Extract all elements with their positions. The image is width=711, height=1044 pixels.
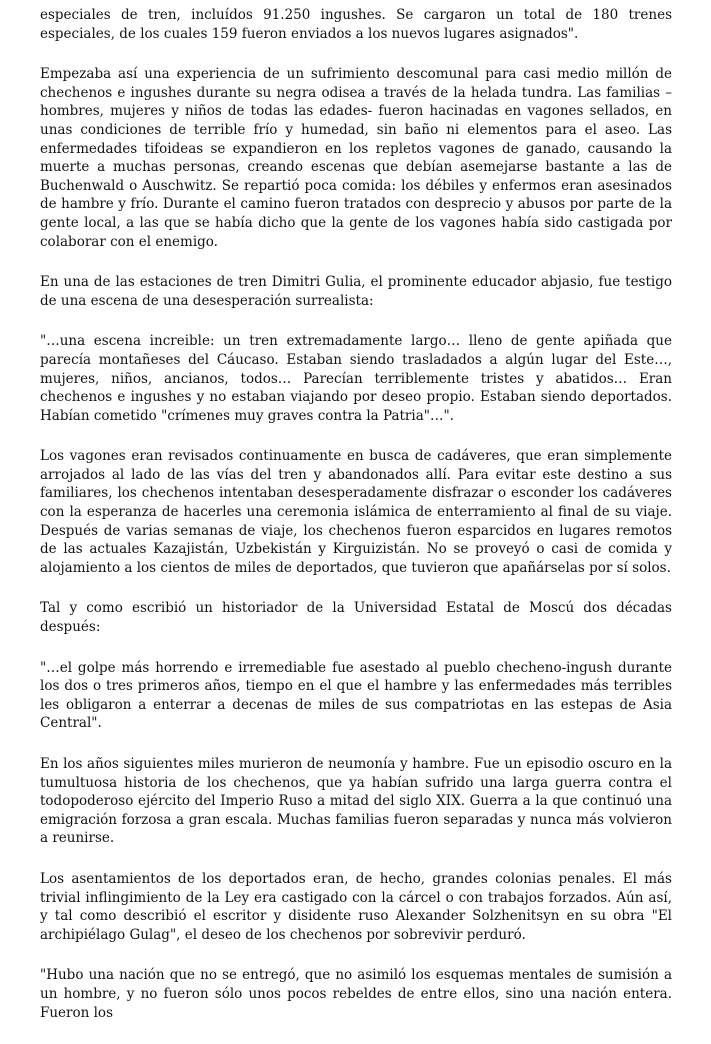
quote-gulia: "…una escena increible: un tren extremadamente largo… lleno de gente apiñada que parecía montañeses del Cáucaso. Estaban siendo trasladados a algún lugar del Este…, mujeres, niños, ancianos, todos… Parecían terriblemente tristes y abatidos… Eran chechenos e ingushes y no estaban viajando por deseo propio. Estaban siendo deportados. Habían cometido "crímenes muy graves contra la Patria"…".	[40, 333, 672, 424]
quote-solzhenitsyn: "Hubo una nación que no se entregó, que no asimiló los esquemas mentales de sumisión a un hombre, y no fueron sólo unos pocos rebeldes de entre ellos, sino una nación entera. Fueron los	[40, 967, 672, 1021]
paragraph-gulia-intro: En una de las estaciones de tren Dimitri Gulia, el prominente educador abjasio, fue testigo de una escena de una desesperación surrealista:	[40, 274, 672, 309]
paragraph-following-years: En los años siguientes miles murieron de neumonía y hambre. Fue un episodio oscuro en la tumultuosa historia de los chechenos, que ya habían sufrido una larga guerra contra el todopoderoso ejército del Imperio Ruso a mitad del siglo XIX. Guerra a la que continuó una emigración forzosa a gran escala. Muchas familias fueron separadas y nunca más volvieron a reunirse.	[40, 756, 672, 847]
paragraph-historian-intro: Tal y como escribió un historiador de la Universidad Estatal de Moscú dos décadas después:	[40, 600, 672, 636]
paragraph-wagons: Los vagones eran revisados continuamente en busca de cadáveres, que eran simplemente arrojados al lado de las vías del tren y abandonados allí. Para evitar este destino a sus familiares, los chechenos intentaban desesperadamente disfrazar o esconder los cadáveres con la esperanza de hacerles una ceremonia islámica de enterramiento al final de su viaje. Después de varias semanas de viaje, los chechenos fueron esparcidos en lugares remotos de las actuales Kazajistán, Uzbekistán y Kirguizistán. No se proveyó o casi de comida y alojamiento a los cientos de miles de deportados, que tuvieron que apañárselas por sí solos.	[40, 448, 672, 576]
paragraph-penal-colonies: Los asentamientos de los deportados eran, de hecho, grandes colonias penales. El más trivial inflingimiento de la Ley era castigado con la cárcel o con trabajos forzados. Aún así, y tal como describió el escritor y disidente ruso Alexander Solzhenitsyn en su obra "El archipiélago Gulag", el deseo de los chechenos por sobrevivir perduró.	[40, 870, 672, 943]
paragraph-train-count: especiales de tren, incluídos 91.250 ingushes. Se cargaron un total de 180 trenes especiales, de los cuales 159 fueron enviados a los nuevos lugares asignados".	[40, 7, 672, 42]
quote-historian: "…el golpe más horrendo e irremediable fue asestado al pueblo checheno-ingush durante los dos o tres primeros años, tiempo en el que el hambre y las enfermedades más terribles les obligaron a enterrar a decenas de miles de sus compatriotas en las estepas de Asia Central".	[40, 659, 672, 732]
document-page	[40, 6, 672, 1044]
paragraph-suffering: Empezaba así una experiencia de un sufrimiento descomunal para casi medio millón de chechenos e ingushes durante su negra odisea a través de la helada tundra. Las familias – hombres, mujeres y niños de todas las edades- fueron hacinadas en vagones sellados, en unas condiciones de terrible frío y humedad, sin baño ni elementos para el aseo. Las enfermedades tifoideas se expandieron en los repletos vagones de ganado, causando la muerte a muchas personas, creando escenas que debían asemejarse bastante a las de Buchenwald o Auschwitz. Se repartió poca comida: los débiles y enfermos eran asesinados de hambre y frío. Durante el camino fueron tratados con desprecio y abusos por parte de la gente local, a las que se había dicho que la gente de los vagones había sido castigada por colaborar con el enemigo.	[40, 66, 672, 250]
